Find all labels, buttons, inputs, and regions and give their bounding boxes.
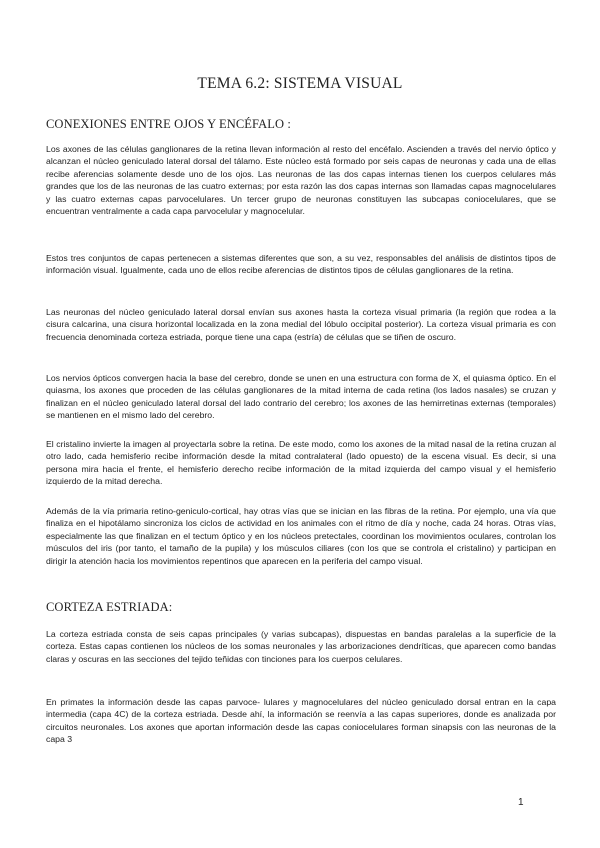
paragraph-corteza-2: En primates la información desde las capas parvoce- lulares y magnocelulares del núcleo geniculado dorsal entran en la capa intermedia (capa 4C) de la corteza estriada. Desde ahí, la información se reenvía a las capas superiores, donde es analizada por circuitos neuronales. Los axones que aportan información desde las capas coniocelulares forman sinapsis con las neuronas de la capa 3 [46,697,556,745]
paragraph-conexiones-2: Estos tres conjuntos de capas pertenecen a sistemas diferentes que son, a su vez, responsables del análisis de distintos tipos de información visual. Igualmente, cada uno de ellos recibe aferencias de distintos tipos de células ganglionares de la retina. [46,253,556,276]
section-heading-corteza: CORTEZA ESTRIADA: [46,600,173,614]
paragraph-conexiones-1: Los axones de las células ganglionares de la retina llevan información al resto del encéfalo. Ascienden a través del nervio óptico y alcanzan el núcleo geniculado lateral dorsal del tálamo. Este núcleo está formado por seis capas de neuronas y cada una de ellas recibe aferencias solamente desde uno de los ojos. Las neuronas de las dos capas internas tienen los cuerpos celulares más grandes que los de las neuronas de las cuatro externas; por esta razón las dos capas internas son llamadas capas magnocelulares y las cuatro externas capas parvocelulares. Un tercer grupo de neuronas constituyen las subcapas coniocelulares, que se encuentran ventralmente a cada capa parvocelular y magnocelular. [46,144,556,217]
paragraph-corteza-1: La corteza estriada consta de seis capas principales (y varias subcapas), dispuestas en bandas paralelas a la superficie de la corteza. Estas capas contienen los núcleos de los somas neuronales y las arborizaciones dendríticas, que aparecen como bandas claras y oscuras en las secciones del tejido teñidas con tinciones para los cuerpos celulares. [46,629,556,664]
paragraph-conexiones-6: Además de la vía primaria retino-geniculo-cortical, hay otras vías que se inician en las fibras de la retina. Por ejemplo, una vía que finaliza en el hipotálamo sincroniza los ciclos de actividad en los animales con el ritmo de día y noche, cada 24 horas. Otras vías, especialmente las que finalizan en el tectum óptico y en los núcleos pretectales, coordinan los movimientos oculares, controlan los músculos del iris (por tanto, el tamaño de la pupila) y los músculos ciliares (con los que se controla el cristalino) y participan en dirigir la atención hacia los movimientos repentinos que aparecen en la periferia del campo visual. [46,506,556,566]
document-title: TEMA 6.2: SISTEMA VISUAL [197,75,403,92]
paragraph-conexiones-5: El cristalino invierte la imagen al proyectarla sobre la retina. De este modo, como los axones de la mitad nasal de la retina cruzan al otro lado, cada hemisferio recibe información desde la mitad contralateral (lado opuesto) de la escena visual. Es decir, si una persona mira hacia el frente, el hemisferio derecho recibe información de la mitad izquierda del campo visual y el hemisferio izquierdo de la mitad derecha. [46,439,556,487]
paragraph-conexiones-4: Los nervios ópticos convergen hacia la base del cerebro, donde se unen en una estructura con forma de X, el quiasma óptico. En el quiasma, los axones que proceden de las células ganglionares de la mitad interna de cada retina (los lados nasales) se cruzan y finalizan en el núcleo geniculado lateral dorsal del lado contrario del cerebro; los axones de las hemirretinas externas (temporales) se mantienen en el mismo lado del cerebro. [46,373,556,421]
paragraph-conexiones-3: Las neuronas del núcleo geniculado lateral dorsal envían sus axones hasta la corteza visual primaria (la región que rodea a la cisura calcarina, una cisura horizontal localizada en la zona medial del lóbulo occipital posterior). La corteza visual primaria es con frecuencia denominada corteza estriada, porque tiene una capa (estría) de células que se tiñen de oscuro. [46,307,556,342]
page-number: 1 [518,797,524,808]
section-heading-conexiones: CONEXIONES ENTRE OJOS Y ENCÉFALO : [46,117,291,131]
